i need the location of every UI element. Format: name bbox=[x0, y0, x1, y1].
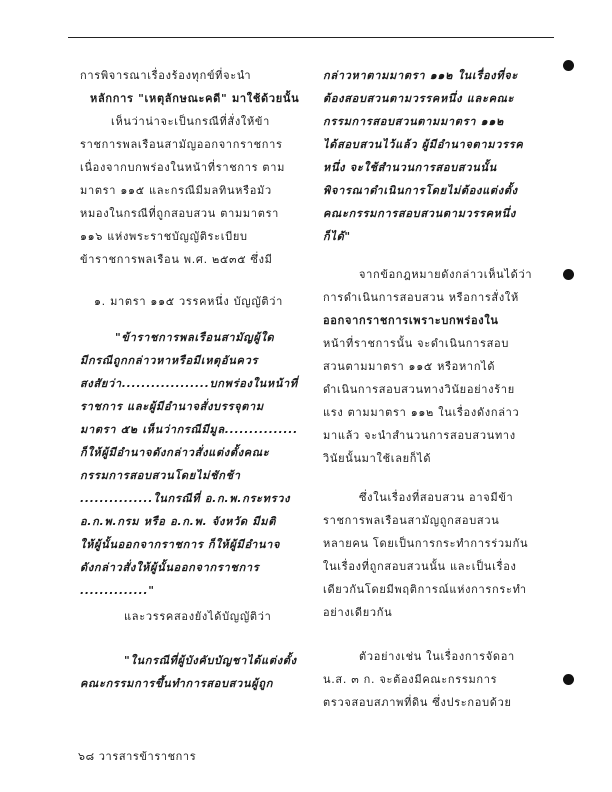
text-line: กรรมการสอบสวนตามมาตรา ๑๑๒ bbox=[323, 115, 504, 128]
text-line: และวรรคสองยังได้บัญญัติว่า bbox=[124, 610, 272, 623]
text-line: ราชการ และผู้มีอำนาจสั่งบรรจุตาม bbox=[80, 400, 264, 413]
text-line: ดำเนินการสอบสวนทางวินัยอย่างร้าย bbox=[323, 383, 515, 396]
text-line: หนึ่ง จะใช้สำนวนการสอบสวนนั้น bbox=[323, 161, 497, 174]
text-line: คณะกรรมการขึ้นทำการสอบสวนผู้ถูก bbox=[80, 677, 274, 690]
binder-hole-middle bbox=[563, 269, 574, 280]
text-line: มาตรา ๑๑๕ และกรณีมีมลทินหรือมัว bbox=[80, 184, 272, 197]
text-line: ราชการพลเรือนสามัญถูกสอบสวน bbox=[323, 514, 500, 527]
text-line: ดังกล่าวสั่งให้ผู้นั้นออกจากราชการ bbox=[80, 561, 260, 574]
text-line: มาตรา ๕๒ เห็นว่ากรณีมีมูล............... bbox=[80, 423, 298, 436]
text-line: อ.ก.พ.กรม หรือ อ.ก.พ. จังหวัด มีมติ bbox=[80, 515, 277, 528]
text-line: วินัยนั้นมาใช้เลยก็ได้ bbox=[323, 452, 432, 465]
text-line: ให้ผู้นั้นออกจากราชการ ก็ให้ผู้มีอำนาจ bbox=[80, 538, 281, 551]
text-line: ก็ให้ผู้มีอำนาจดังกล่าวสั่งแต่งตั้งคณะ bbox=[80, 446, 270, 459]
text-line: มาแล้ว จะนำสำนวนการสอบสวนทาง bbox=[323, 429, 516, 442]
text-line: หลักการ "เหตุลักษณะคดี" มาใช้ด้วยนั้น bbox=[90, 92, 300, 105]
binder-hole-bottom bbox=[563, 674, 574, 685]
text-line: "ข้าราชการพลเรือนสามัญผู้ใด bbox=[115, 331, 275, 344]
text-line: ๑. มาตรา ๑๑๕ วรรคหนึ่ง บัญญัติว่า bbox=[94, 295, 284, 308]
text-line: กล่าวหาตามมาตรา ๑๑๒ ในเรื่องที่จะ bbox=[323, 69, 519, 82]
text-line: คณะกรรมการสอบสวนตามวรรคหนึ่ง bbox=[323, 207, 516, 220]
text-line: หมองในกรณีที่ถูกสอบสวน ตามมาตรา bbox=[80, 207, 280, 220]
text-line: ซึ่งในเรื่องที่สอบสวน อาจมีข้า bbox=[359, 491, 514, 504]
top-rule bbox=[68, 37, 554, 38]
text-line: มีกรณีถูกกล่าวหาหรือมีเหตุอันควร bbox=[80, 354, 259, 367]
text-line: ๑๑๖ แห่งพระราชบัญญัติระเบียบ bbox=[80, 230, 248, 243]
text-line: ตรวจสอบสภาพที่ดิน ซึ่งประกอบด้วย bbox=[323, 696, 512, 709]
text-line: เดียวกันโดยมีพฤติการณ์แห่งการกระทำ bbox=[323, 583, 527, 596]
text-line: สวนตามมาตรา ๑๑๕ หรือหากได้ bbox=[323, 360, 496, 373]
text-line: การพิจารณาเรื่องร้องทุกข์ที่จะนำ bbox=[80, 69, 252, 82]
text-line: .............." bbox=[80, 584, 155, 597]
text-line: สงสัยว่า..................บกพร่องในหน้าที่ bbox=[80, 377, 298, 390]
text-line: แรง ตามมาตรา ๑๑๒ ในเรื่องดังกล่าว bbox=[323, 406, 520, 419]
text-line: จากข้อกฎหมายดังกล่าวเห็นได้ว่า bbox=[359, 268, 533, 281]
text-line: ข้าราชการพลเรือน พ.ศ. ๒๕๓๕ ซึ่งมี bbox=[80, 253, 273, 266]
text-line: เนื่องจากบกพร่องในหน้าที่ราชการ ตาม bbox=[80, 161, 286, 174]
text-line: หลายคน โดยเป็นการกระทำการร่วมกัน bbox=[323, 537, 529, 550]
text-line: "ในกรณีที่ผู้บังคับบัญชาได้แต่งตั้ง bbox=[124, 654, 297, 667]
page-footer: ๖๘ วารสารข้าราชการ bbox=[78, 750, 197, 763]
text-line: การดำเนินการสอบสวน หรือการสั่งให้ bbox=[323, 291, 519, 304]
text-line: ในเรื่องที่ถูกสอบสวนนั้น และเป็นเรื่อง bbox=[323, 560, 517, 573]
text-line: กรรมการสอบสวนโดยไม่ชักช้า bbox=[80, 469, 241, 482]
text-line: ได้สอบสวนไว้แล้ว ผู้มีอำนาจตามวรรค bbox=[323, 138, 524, 151]
text-line: หน้าที่ราชการนั้น จะดำเนินการสอบ bbox=[323, 337, 510, 350]
text-line: ต้องสอบสวนตามวรรคหนึ่ง และคณะ bbox=[323, 92, 515, 105]
binder-hole-top bbox=[563, 60, 574, 71]
text-line: ออกจากราชการเพราะบกพร่องใน bbox=[323, 314, 499, 327]
text-line: เห็นว่าน่าจะเป็นกรณีที่สั่งให้ข้า bbox=[111, 115, 271, 128]
text-line: พิจารณาดำเนินการโดยไม่ต้องแต่งตั้ง bbox=[323, 184, 518, 197]
text-line: อย่างเดียวกัน bbox=[323, 606, 393, 619]
text-line: ตัวอย่างเช่น ในเรื่องการจัดอา bbox=[359, 650, 515, 663]
text-line: ...............ในกรณีที่ อ.ก.พ.กระทรวง bbox=[80, 492, 291, 505]
text-line: ราชการพลเรือนสามัญออกจากราชการ bbox=[80, 138, 283, 151]
text-line: ก็ได้" bbox=[323, 230, 351, 243]
text-line: น.ส. ๓ ก. จะต้องมีคณะกรรมการ bbox=[323, 673, 498, 686]
